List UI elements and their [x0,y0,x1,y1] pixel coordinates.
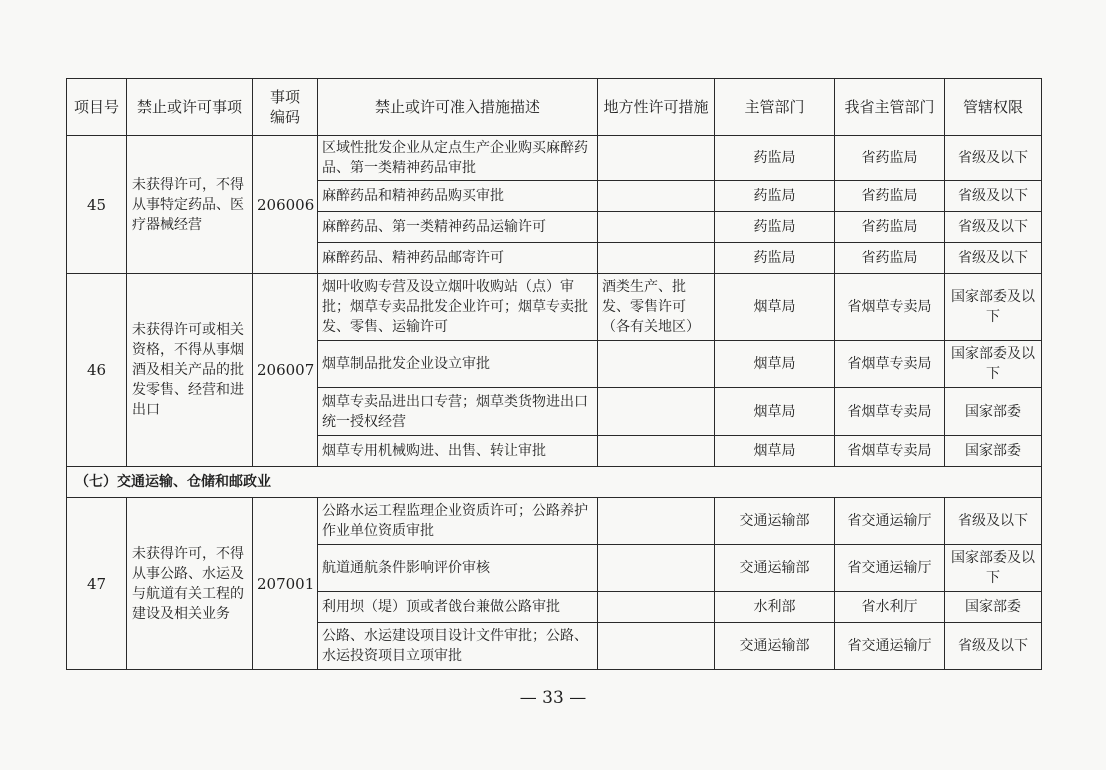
dept: 药监局 [715,136,835,181]
local-measure [598,545,715,592]
dept: 药监局 [715,212,835,243]
prov-dept: 省交通运输厅 [835,498,945,545]
prov-dept: 省交通运输厅 [835,623,945,670]
table-row [67,274,1042,341]
jurisdiction: 国家部委 [945,592,1042,623]
measure-desc: 烟草专卖品进出口专营；烟草类货物进出口统一授权经营 [318,388,598,436]
dept: 交通运输部 [715,498,835,545]
measure-desc: 烟叶收购专营及设立烟叶收购站（点）审批；烟草专卖品批发企业许可；烟草专卖批发、零售、运输许可 [318,274,598,341]
header-cell: 禁止或许可准入措施描述 [318,79,598,136]
item-number: 45 [67,136,127,274]
page-number: — 33 — [519,688,587,708]
prov-dept: 省交通运输厅 [835,545,945,592]
item-number: 46 [67,274,127,467]
dept: 药监局 [715,243,835,274]
header-row [67,79,1042,136]
dept: 药监局 [715,181,835,212]
header-cell: 地方性许可措施 [598,79,715,136]
header-cell: 管辖权限 [945,79,1042,136]
local-measure [598,498,715,545]
prov-dept: 省药监局 [835,136,945,181]
measure-desc: 烟草专用机械购进、出售、转让审批 [318,436,598,467]
item-code: 206006 [253,136,318,274]
prov-dept: 省烟草专卖局 [835,436,945,467]
measure-desc: 烟草制品批发企业设立审批 [318,341,598,388]
dept: 烟草局 [715,274,835,341]
header-cell: 主管部门 [715,79,835,136]
header-cell: 禁止或许可事项 [127,79,253,136]
local-measure [598,212,715,243]
permit-table [66,78,1042,670]
local-measure: 酒类生产、批发、零售许可（各有关地区） [598,274,715,341]
local-measure [598,341,715,388]
header-cell: 项目号 [67,79,127,136]
jurisdiction: 省级及以下 [945,136,1042,181]
measure-desc: 麻醉药品和精神药品购买审批 [318,181,598,212]
jurisdiction: 省级及以下 [945,212,1042,243]
measure-desc: 公路水运工程监理企业资质许可；公路养护作业单位资质审批 [318,498,598,545]
table-row [67,498,1042,545]
item-code: 206007 [253,274,318,467]
measure-desc: 麻醉药品、精神药品邮寄许可 [318,243,598,274]
measure-desc: 航道通航条件影响评价审核 [318,545,598,592]
jurisdiction: 国家部委 [945,436,1042,467]
local-measure [598,388,715,436]
jurisdiction: 国家部委及以下 [945,545,1042,592]
prov-dept: 省药监局 [835,212,945,243]
section-title: （七）交通运输、仓储和邮政业 [67,467,1042,498]
local-measure [598,436,715,467]
prov-dept: 省烟草专卖局 [835,274,945,341]
section-row [67,467,1042,498]
dept: 烟草局 [715,388,835,436]
table-row [67,136,1042,181]
local-measure [598,623,715,670]
jurisdiction: 国家部委及以下 [945,341,1042,388]
jurisdiction: 省级及以下 [945,623,1042,670]
item-name: 未获得许可，不得从事公路、水运及与航道有关工程的建设及相关业务 [127,498,253,670]
item-name: 未获得许可，不得从事特定药品、医疗器械经营 [127,136,253,274]
header-cell: 我省主管部门 [835,79,945,136]
dept: 水利部 [715,592,835,623]
jurisdiction: 省级及以下 [945,243,1042,274]
prov-dept: 省水利厅 [835,592,945,623]
dept: 烟草局 [715,436,835,467]
measure-desc: 公路、水运建设项目设计文件审批；公路、水运投资项目立项审批 [318,623,598,670]
local-measure [598,243,715,274]
dept: 烟草局 [715,341,835,388]
dept: 交通运输部 [715,545,835,592]
measure-desc: 麻醉药品、第一类精神药品运输许可 [318,212,598,243]
jurisdiction: 国家部委及以下 [945,274,1042,341]
local-measure [598,181,715,212]
prov-dept: 省药监局 [835,243,945,274]
prov-dept: 省烟草专卖局 [835,388,945,436]
header-cell: 事项 编码 [253,79,318,136]
jurisdiction: 省级及以下 [945,498,1042,545]
local-measure [598,592,715,623]
dept: 交通运输部 [715,623,835,670]
jurisdiction: 省级及以下 [945,181,1042,212]
item-name: 未获得许可或相关资格，不得从事烟酒及相关产品的批 发零售、经营和进出口 [127,274,253,467]
local-measure [598,136,715,181]
jurisdiction: 国家部委 [945,388,1042,436]
measure-desc: 利用坝（堤）顶或者戗台兼做公路审批 [318,592,598,623]
item-number: 47 [67,498,127,670]
item-code: 207001 [253,498,318,670]
prov-dept: 省烟草专卖局 [835,341,945,388]
prov-dept: 省药监局 [835,181,945,212]
measure-desc: 区域性批发企业从定点生产企业购买麻醉药品、第一类精神药品审批 [318,136,598,181]
